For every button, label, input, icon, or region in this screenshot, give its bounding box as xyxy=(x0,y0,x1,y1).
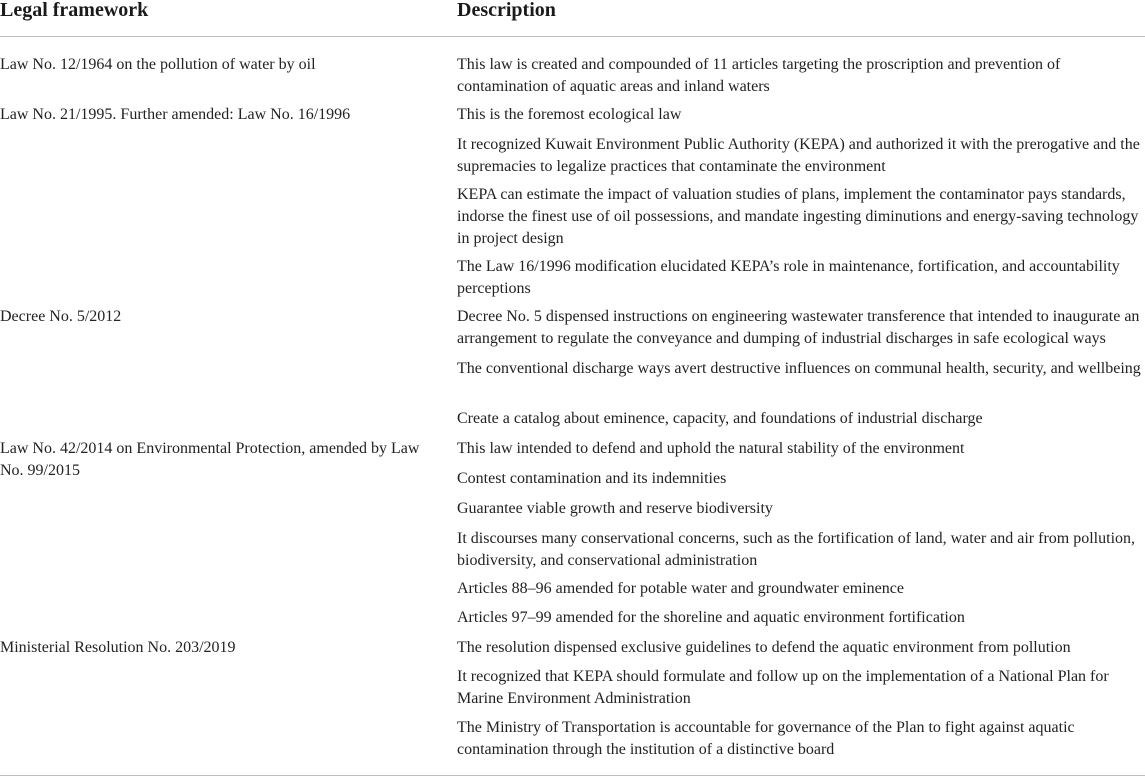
description-cell: Articles 97–99 amended for the shoreline and aquatic environment fortification xyxy=(457,609,965,626)
description-cell: It recognized Kuwait Environment Public Authority (KEPA) and authorized it with the prerogative and the supremacies to legalize practices that contaminate the environment xyxy=(457,136,1140,175)
framework-cell: Law No. 42/2014 on Environmental Protection, amended by Law No. 99/2015 xyxy=(0,440,420,479)
description-cell: The Ministry of Transportation is accountable for governance of the Plan to fight against aquatic contamination through the institution of a distinctive board xyxy=(457,719,1075,758)
framework-cell: Ministerial Resolution No. 203/2019 xyxy=(0,639,236,656)
description-cell: The conventional discharge ways avert destructive influences on communal health, security, and wellbeing xyxy=(457,360,1141,377)
framework-cell: Law No. 12/1964 on the pollution of water by oil xyxy=(0,56,316,73)
description-cell: Decree No. 5 dispensed instructions on engineering wastewater transference that intended to inaugurate an arrangement to regulate the conveyance and dumping of industrial discharges in safe ecological ways xyxy=(457,308,1140,347)
description-cell: The resolution dispensed exclusive guidelines to defend the aquatic environment from pollution xyxy=(457,639,1071,656)
description-cell: Create a catalog about eminence, capacity, and foundations of industrial discharge xyxy=(457,410,983,427)
description-cell: This is the foremost ecological law xyxy=(457,106,682,123)
description-cell: It discourses many conservational concerns, such as the fortification of land, water and air from pollution, biodiversity, and conservational administration xyxy=(457,530,1136,569)
description-cell: Articles 88–96 amended for potable water and groundwater eminence xyxy=(457,580,904,597)
description-cell: This law intended to defend and uphold the natural stability of the environment xyxy=(457,440,965,457)
description-cell: Guarantee viable growth and reserve biodiversity xyxy=(457,500,773,517)
framework-cell: Decree No. 5/2012 xyxy=(0,308,122,325)
header-description: Description xyxy=(457,0,556,21)
description-cell: It recognized that KEPA should formulate and follow up on the implementation of a National Plan for Marine Environment Administration xyxy=(457,668,1109,707)
table-bottom-rule xyxy=(0,775,1145,776)
header-rule xyxy=(0,36,1145,37)
framework-cell: Law No. 21/1995. Further amended: Law No. 16/1996 xyxy=(0,106,351,123)
description-cell: KEPA can estimate the impact of valuation studies of plans, implement the contaminator pays standards, indorse the finest use of oil possessions, and mandate ingesting diminutions and energy-saving technology in project design xyxy=(457,186,1139,247)
description-cell: Contest contamination and its indemnities xyxy=(457,470,727,487)
header-legal-framework: Legal framework xyxy=(0,0,149,21)
description-cell: This law is created and compounded of 11 articles targeting the proscription and prevention of contamination of aquatic areas and inland waters xyxy=(457,56,1061,95)
description-cell: The Law 16/1996 modification elucidated KEPA’s role in maintenance, fortification, and accountability perceptions xyxy=(457,258,1120,297)
